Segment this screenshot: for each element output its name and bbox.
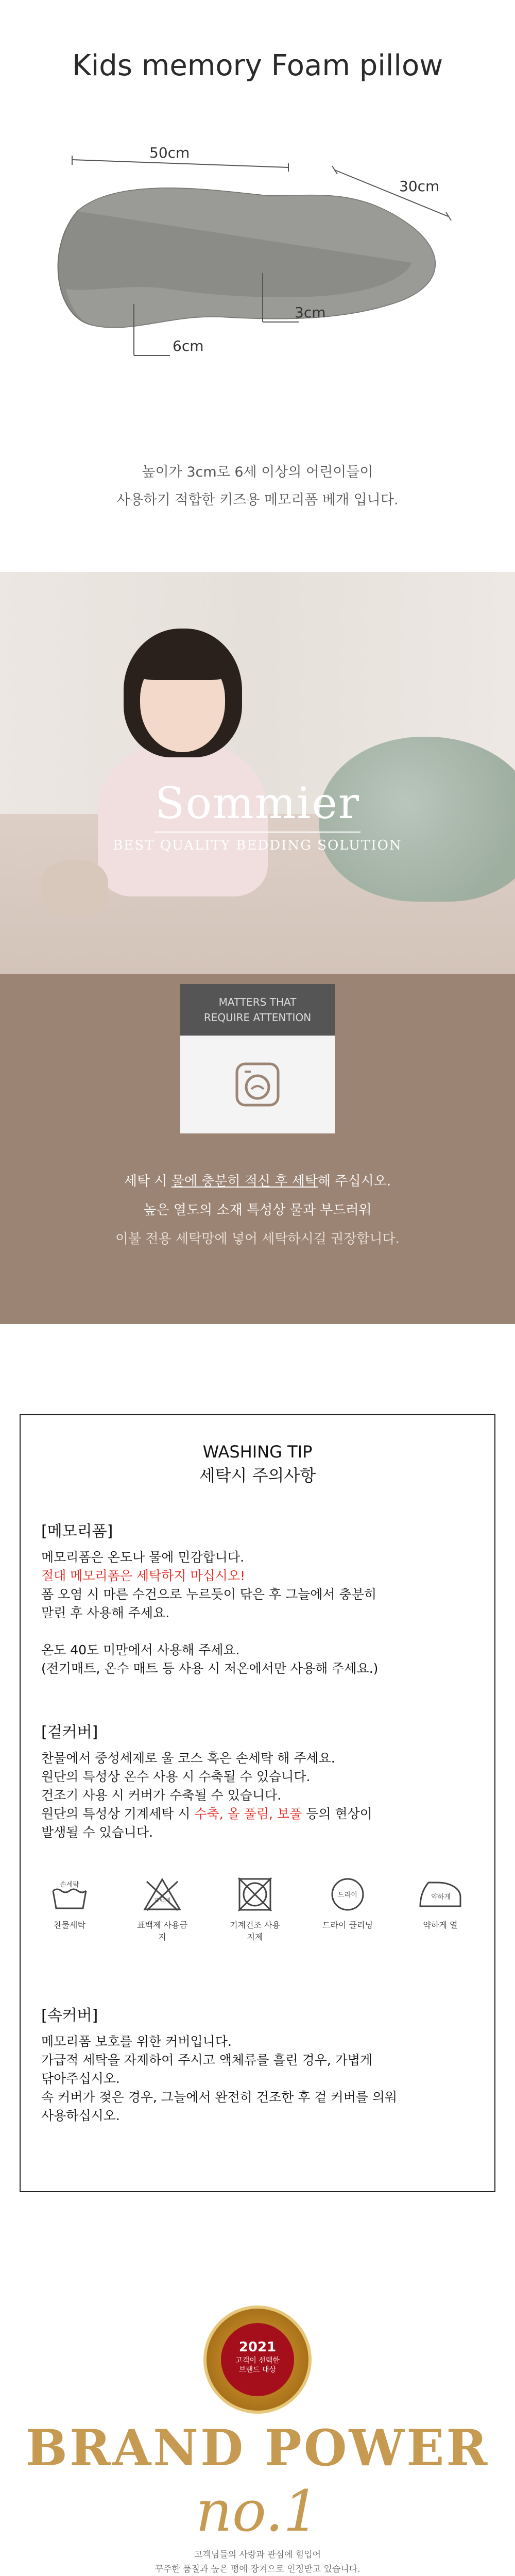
- brand-power-text: 고객님들의 사랑과 관심에 힘입어 꾸주한 품질과 높은 평에 장켜으로 인정받고 있습니다.: [154, 2550, 360, 2574]
- inner-cover-text: 메모리폼 보호를 위한 커버입니다. 가급적 세탁을 자제하여 주시고 액체류를 흘린 경우, 가볍게 닦아주십시오. 속 커버가 젖은 경우, 그늘에서 완전히 건조한 후 겉 커버를 의워 사용하십시오.: [41, 2034, 398, 2123]
- svg-text:표백제: 표백제: [154, 1897, 170, 1904]
- no-bleach-icon: 표백제 표백제 사용금지: [134, 1876, 191, 1942]
- brand-power-section: [0, 2267, 515, 2576]
- brand-power-title: BRAND POWER: [25, 2419, 490, 2477]
- low-iron-icon: 약하게 약하게 열: [412, 1876, 469, 1930]
- outer-cover-text: 찬물에서 중성세제로 울 코스 혹은 손세탁 해 주세요. 원단의 특성상 온수 사용 시 수축될 수 있습니다. 건조기 사용 시 커버가 수축될 수 있습니다. 원단의 특성상 기계세탁 시 수축, 올 풀림, 보풀 등의 현상이 발생될 수 있습니다.: [41, 1751, 372, 1840]
- height-dimension-b: 6cm: [173, 337, 204, 354]
- product-title: Kids memory Foam pillow: [72, 49, 443, 82]
- hang-dry-icon: 드라이 드라이 클리닝: [319, 1876, 376, 1930]
- product-description: 높이가 3cm로 6세 이상의 어린이들이 사용하기 적합한 키즈용 메모리폼 베개 입니다.: [116, 464, 399, 508]
- attention-text: 세탁 시 물에 충분히 적신 후 세탁해 주십시오. 높은 열도의 소재 특성상 물과 부드러워 이불 전용 세탁망에 넣어 세탁하시길 권장합니다.: [115, 1174, 400, 1247]
- brand-power-no1: no.1: [195, 2478, 320, 2544]
- depth-dimension: 30cm: [399, 178, 440, 195]
- memory-foam-heading: [메모리폼]: [41, 1522, 113, 1540]
- svg-text:손세탁: 손세탁: [60, 1881, 79, 1889]
- washing-machine-icon: [235, 1062, 280, 1107]
- height-dimension-a: 3cm: [295, 304, 326, 321]
- attention-label: MATTERS THAT REQUIRE ATTENTION: [180, 984, 335, 1036]
- washing-tip-title: WASHING TIP 세탁시 주의사항: [199, 1442, 316, 1485]
- width-dimension: 50cm: [149, 144, 190, 161]
- inner-cover-heading: [속커버]: [41, 2007, 98, 2025]
- svg-text:약하게: 약하게: [431, 1893, 451, 1901]
- brand-logo: Sommier BEST QUALITY BEDDING SOLUTION: [113, 778, 402, 853]
- care-icons: [41, 1876, 479, 1979]
- hand-wash-icon: 손세탁 찬물세탁: [54, 1881, 85, 1930]
- memory-foam-text: 메모리폼은 온도나 물에 민감합니다. 절대 메모리폼은 세탁하지 마십시오! 폼 오염 시 마른 수건으로 누르듯이 닦은 후 그늘에서 충분히 말린 후 사용해 주세요. 온도 40도 미만에서 사용해 주세요. (전기매트, 온수 매트 등 사용 시 저온에서만 사용해 주세요.): [41, 1550, 379, 1676]
- lifestyle-photo: [0, 572, 515, 974]
- attention-section: [0, 974, 515, 1324]
- pillow-diagram: [0, 118, 515, 407]
- no-machine-dry-icon: 기계건조 사용지제: [227, 1876, 283, 1942]
- washing-tip-box: [20, 1414, 495, 2192]
- svg-text:드라이: 드라이: [338, 1891, 357, 1899]
- outer-cover-heading: [겉커버]: [41, 1723, 98, 1741]
- award-medal: 2021 고객이 선택한 브랜드 대상: [203, 2306, 312, 2414]
- product-dimension-section: [0, 0, 515, 572]
- washing-tip-section: [0, 1324, 515, 2267]
